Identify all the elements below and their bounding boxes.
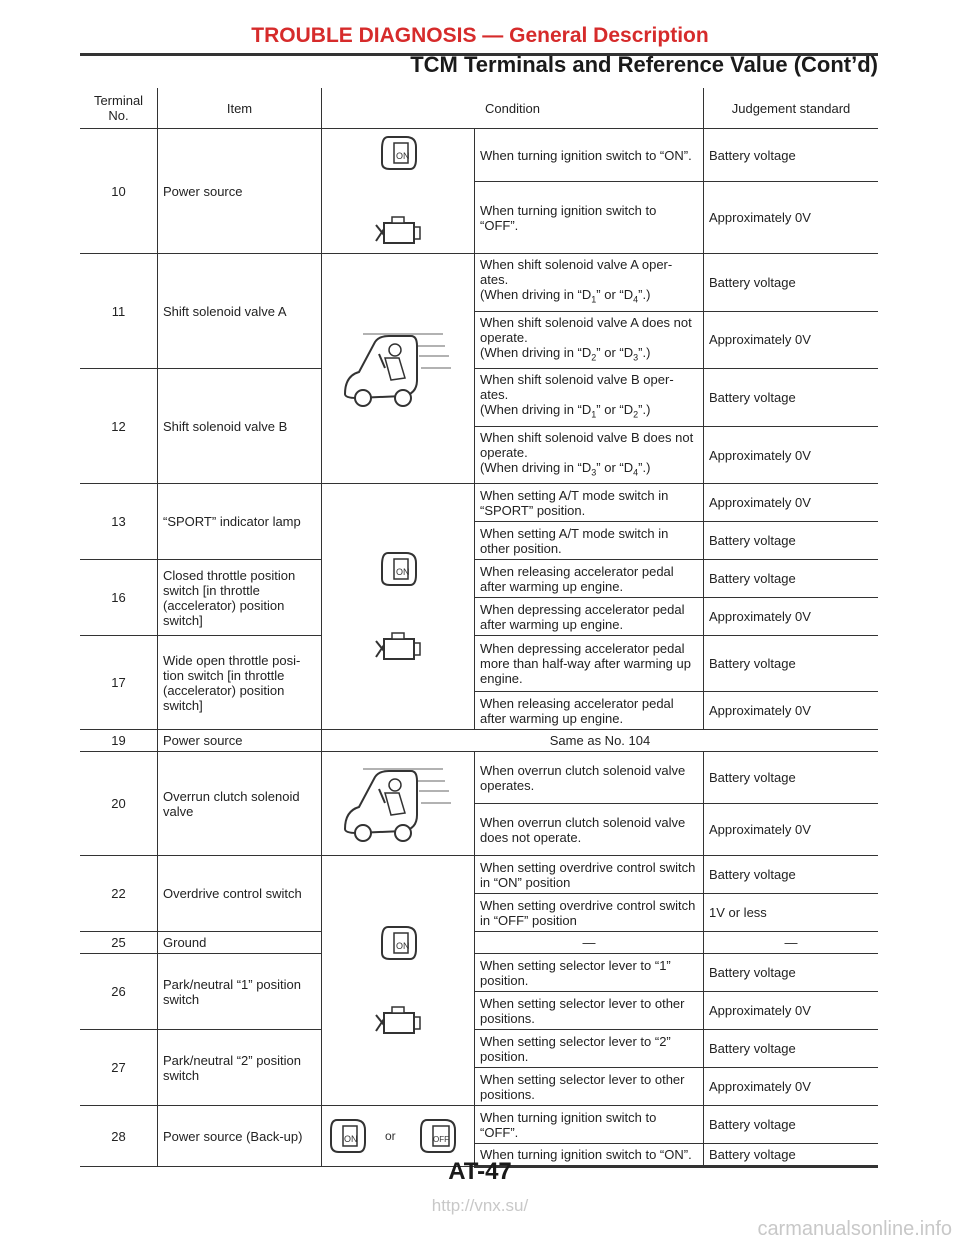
table-row <box>80 954 878 992</box>
judgement-value: Battery voltage <box>704 856 879 894</box>
condition-text: When depressing accelerator pedal after warming up engine. <box>475 598 704 636</box>
condition-text: When shift solenoid valve A does not operate. (When driving in “$D_2$” or “$D_3$”.) <box>475 311 704 369</box>
judgement-value: Approximately 0V <box>704 311 879 369</box>
driving-car-icon <box>333 324 463 414</box>
table-row <box>80 484 878 522</box>
header-item: Item <box>158 88 322 129</box>
header-condition: Condition <box>322 88 704 129</box>
on-label: ON <box>396 940 410 951</box>
section-title: TROUBLE DIAGNOSIS — General Description <box>251 24 709 47</box>
condition-text: When shift solenoid valve B does not operate. (When driving in “$D_3$” or “$D_4$”.) <box>475 426 704 484</box>
item-name: Wide open throttle posi- tion switch [in throttle (accelerator) position switch] <box>158 636 322 730</box>
terminal-no: 28 <box>80 1106 158 1167</box>
item-name: Overrun clutch solenoid valve <box>158 752 322 856</box>
table-row <box>80 254 878 312</box>
driving-car-icon-cell <box>322 254 475 484</box>
terminal-no: 13 <box>80 484 158 560</box>
item-name: Shift solenoid valve A <box>158 254 322 369</box>
engine-icon <box>368 213 428 253</box>
judgement-value: 1V or less <box>704 894 879 932</box>
engine-icon <box>368 629 428 669</box>
terminal-no: 11 <box>80 254 158 369</box>
judgement-value: Battery voltage <box>704 1030 879 1068</box>
terminal-no: 26 <box>80 954 158 1030</box>
item-name: Shift solenoid valve B <box>158 369 322 484</box>
condition-text: When setting selector lever to “2” position. <box>475 1030 704 1068</box>
judgement-value: Battery voltage <box>704 369 879 427</box>
condition-text: When setting selector lever to other positions. <box>475 1068 704 1106</box>
ignition-icon-cell <box>322 129 475 254</box>
condition-text: When turning ignition switch to “ON”. <box>475 1144 704 1167</box>
judgement-value: — <box>704 932 879 954</box>
condition-text: When releasing accelerator pedal after warming up engine. <box>475 560 704 598</box>
terminal-no: 16 <box>80 560 158 636</box>
terminal-no: 10 <box>80 129 158 254</box>
item-name: Power source <box>158 730 322 752</box>
ignition-key-on-or-off-icon <box>323 1114 473 1158</box>
judgement-value: Approximately 0V <box>704 484 879 522</box>
judgement-value: Battery voltage <box>704 954 879 992</box>
condition-text: When releasing accelerator pedal after warming up engine. <box>475 692 704 730</box>
table-row <box>80 856 878 894</box>
source-url-link[interactable]: http://vnx.su/ <box>431 1196 529 1215</box>
terminal-no: 25 <box>80 932 158 954</box>
ignition-icon-cell <box>322 484 475 730</box>
header-judgement: Judgement standard <box>704 88 879 129</box>
judgement-value: Approximately 0V <box>704 804 879 856</box>
judgement-value: Battery voltage <box>704 1106 879 1144</box>
item-name: “SPORT” indicator lamp <box>158 484 322 560</box>
header-terminal: Terminal No. <box>80 88 158 129</box>
terminal-no: 19 <box>80 730 158 752</box>
condition-text: When setting A/T mode switch in other position. <box>475 522 704 560</box>
judgement-value: Approximately 0V <box>704 426 879 484</box>
condition-text: When setting A/T mode switch in “SPORT” position. <box>475 484 704 522</box>
condition-text: — <box>475 932 704 954</box>
item-name: Park/neutral “1” position switch <box>158 954 322 1030</box>
page-title: TCM Terminals and Reference Value (Cont’d) <box>410 52 878 77</box>
judgement-value: Battery voltage <box>704 254 879 312</box>
on-label: ON <box>396 151 410 161</box>
condition-text: When setting overdrive control switch in “OFF” position <box>475 894 704 932</box>
table-row <box>80 560 878 598</box>
item-name: Ground <box>158 932 322 954</box>
condition-text: When turning ignition switch to “OFF”. <box>475 1106 704 1144</box>
condition-text: When overrun clutch solenoid valve operates. <box>475 752 704 804</box>
terminal-table <box>80 88 878 1168</box>
condition-text: When setting selector lever to other positions. <box>475 992 704 1030</box>
condition-text: When turning ignition switch to “OFF”. <box>475 182 704 254</box>
item-name: Power source (Back-up) <box>158 1106 322 1167</box>
on-label: ON <box>396 566 410 577</box>
judgement-value: Battery voltage <box>704 129 879 182</box>
judgement-value: Battery voltage <box>704 560 879 598</box>
engine-icon <box>368 1003 428 1043</box>
on-label: ON <box>344 1134 358 1145</box>
item-name: Overdrive control switch <box>158 856 322 932</box>
watermark: carmanualsonline.info <box>757 1218 952 1240</box>
table-row <box>80 1030 878 1068</box>
condition-text: When depressing accelerator pedal more than half-way after warming up engine. <box>475 636 704 692</box>
driving-car-icon-cell <box>322 752 475 856</box>
condition-text: When shift solenoid valve A oper- ates. (When driving in “$D_1$” or “$D_4$”.) <box>475 254 704 312</box>
condition-text: When turning ignition switch to “ON”. <box>475 129 704 182</box>
ignition-key-on-icon <box>368 129 428 213</box>
driving-car-icon <box>333 759 463 849</box>
ignition-icon-cell <box>322 856 475 1106</box>
table-row <box>80 1106 878 1144</box>
off-label: OFF <box>433 1135 449 1145</box>
table-row <box>80 369 878 427</box>
ignition-key-on-icon <box>368 545 428 629</box>
item-name: Park/neutral “2” position switch <box>158 1030 322 1106</box>
terminal-no: 22 <box>80 856 158 932</box>
judgement-value: Approximately 0V <box>704 182 879 254</box>
table-row <box>80 730 878 752</box>
table-header-row <box>80 88 878 129</box>
same-as-note: Same as No. 104 <box>322 730 879 752</box>
ignition-key-on-icon <box>368 919 428 1003</box>
condition-text: When overrun clutch solenoid valve does not operate. <box>475 804 704 856</box>
condition-text: When setting selector lever to “1” position. <box>475 954 704 992</box>
page-number: AT-47 <box>448 1158 512 1185</box>
table-row <box>80 129 878 182</box>
judgement-value: Battery voltage <box>704 636 879 692</box>
table-row <box>80 932 878 954</box>
condition-text: When setting overdrive control switch in “ON” position <box>475 856 704 894</box>
judgement-value: Approximately 0V <box>704 598 879 636</box>
table-row <box>80 752 878 804</box>
terminal-no: 12 <box>80 369 158 484</box>
terminal-no: 27 <box>80 1030 158 1106</box>
terminal-no: 20 <box>80 752 158 856</box>
item-name: Power source <box>158 129 322 254</box>
judgement-value: Approximately 0V <box>704 692 879 730</box>
judgement-value: Battery voltage <box>704 752 879 804</box>
judgement-value: Approximately 0V <box>704 1068 879 1106</box>
or-label: or <box>385 1129 396 1144</box>
item-name: Closed throttle position switch [in throttle (accelerator) position switch] <box>158 560 322 636</box>
condition-text: When shift solenoid valve B oper- ates. (When driving in “$D_1$” or “$D_2$”.) <box>475 369 704 427</box>
terminal-no: 17 <box>80 636 158 730</box>
judgement-value: Battery voltage <box>704 522 879 560</box>
table-row <box>80 636 878 692</box>
judgement-value: Approximately 0V <box>704 992 879 1030</box>
judgement-value: Battery voltage <box>704 1144 879 1167</box>
